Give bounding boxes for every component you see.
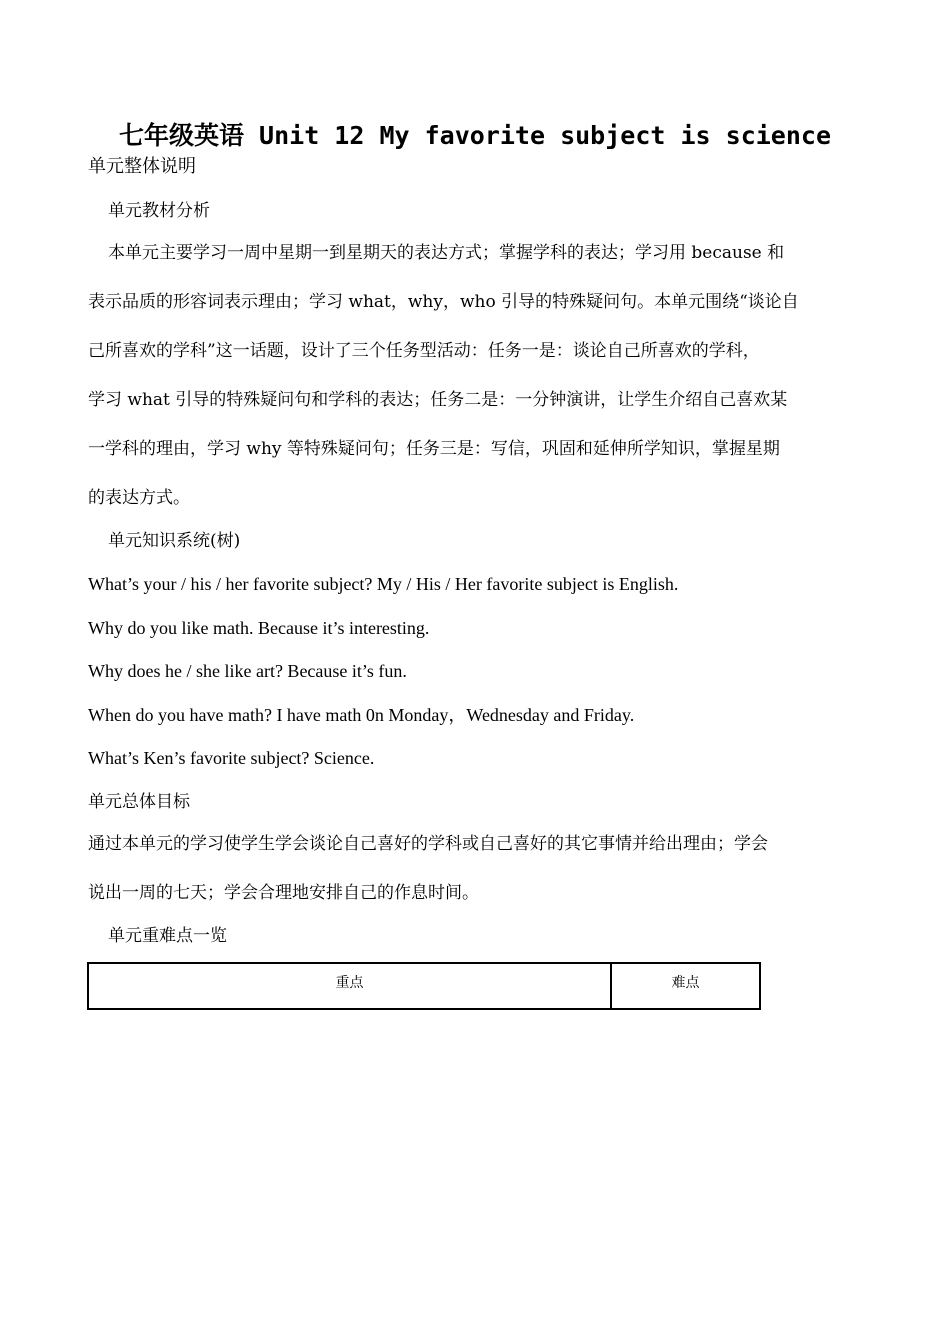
sentence-line: Why do you like math. Because it’s interesting. [88, 618, 430, 638]
paragraph-line: 己所喜欢的学科”这一话题，设计了三个任务型活动：任务一是：谈论自己所喜欢的学科， [88, 341, 760, 361]
paragraph-line: 学习 what 引导的特殊疑问句和学科的表达；任务二是：一分钟演讲，让学生介绍自己喜欢某 [88, 390, 788, 410]
page-title: 七年级英语 Unit 12 My favorite subject is science [119, 121, 831, 150]
paragraph-line: 一学科的理由，学习 why 等特殊疑问句；任务三是：写信，巩固和延伸所学知识，掌握星期 [88, 439, 780, 459]
paragraph-line: 说出一周的七天；学会合理地安排自己的作息时间。 [88, 883, 479, 903]
material-analysis-heading: 单元教材分析 [108, 201, 210, 221]
table-header-key: 重点 [89, 964, 612, 1008]
sentence-line: Why does he / she like art? Because it’s fun. [88, 661, 407, 681]
table-header-difficult: 难点 [671, 975, 700, 991]
paragraph-line: 的表达方式。 [88, 488, 190, 508]
section-heading: 单元整体说明 [88, 156, 196, 177]
sentence-line: What’s Ken’s favorite subject? Science. [88, 748, 375, 768]
sentence-line: What’s your / his / her favorite subject? My / His / Her favorite subject is English. [88, 574, 679, 594]
knowledge-system-heading: 单元知识系统(树) [108, 531, 241, 551]
paragraph-line: 表示品质的形容词表示理由；学习 what，why，who 引导的特殊疑问句。本单元围绕“谈论自 [88, 292, 799, 312]
key-points-table [87, 962, 761, 1010]
overall-goal-heading: 单元总体目标 [88, 792, 190, 812]
paragraph-line: 通过本单元的学习使学生学会谈论自己喜好的学科或自己喜好的其它事情并给出理由；学会 [88, 834, 768, 854]
sentence-line: When do you have math? I have math 0n Monday，Wednesday and Friday. [88, 705, 635, 725]
paragraph-line: 本单元主要学习一周中星期一到星期天的表达方式；掌握学科的表达；学习用 because 和 [108, 243, 785, 263]
key-points-heading: 单元重难点一览 [108, 926, 227, 946]
